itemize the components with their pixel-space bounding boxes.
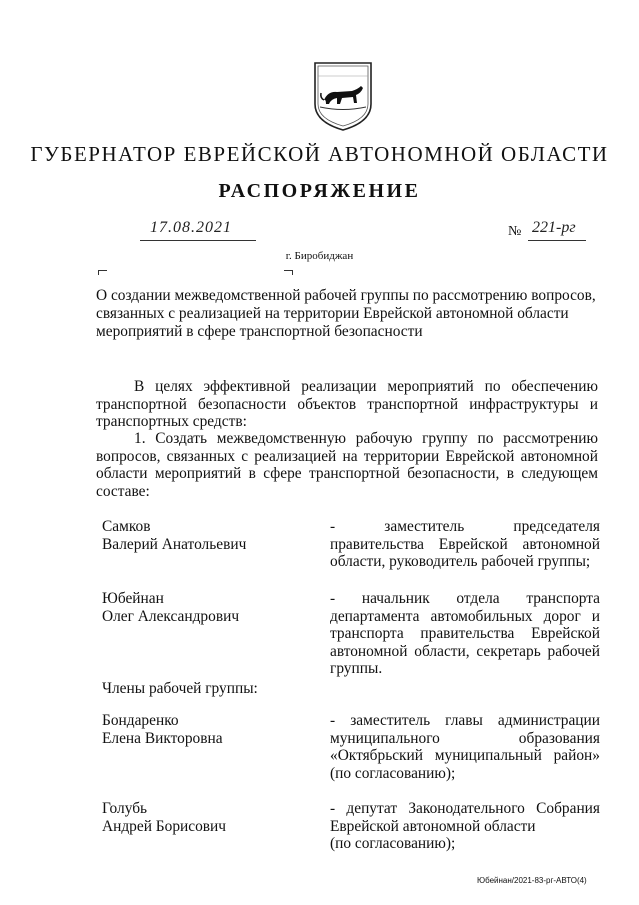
authority-title: ГУБЕРНАТОР ЕВРЕЙСКОЙ АВТОНОМНОЙ ОБЛАСТИ bbox=[30, 142, 609, 166]
item-1-paragraph: 1. Создать межведомственную рабочую группу по рассмотрению вопросов, связанных с реализацией на территории Еврейской автономной области мероприятий в сфере транспортной безопасности, в следующем составе: bbox=[96, 430, 598, 500]
role-line: транспорта правительства Еврейской bbox=[330, 625, 600, 642]
number-label: № bbox=[508, 224, 522, 239]
corner-mark-right bbox=[284, 270, 293, 275]
role-line: - заместитель главы администрации bbox=[330, 712, 600, 729]
coat-of-arms-emblem bbox=[312, 60, 374, 132]
document-footer-code: Юбейнан/2021-83-рг-АВТО(4) bbox=[477, 876, 587, 885]
role-line: правительства Еврейской автономной bbox=[330, 535, 600, 553]
member-name bbox=[102, 712, 322, 747]
role-line: муниципального образования bbox=[330, 729, 600, 747]
member-surname: Бондаренко bbox=[102, 712, 179, 729]
members-group-label: Члены рабочей группы: bbox=[102, 680, 258, 697]
member-role bbox=[330, 712, 600, 782]
document-subject bbox=[96, 287, 598, 341]
role-line: (по согласованию); bbox=[330, 835, 456, 852]
role-line: департамента автомобильных дорог и bbox=[330, 607, 600, 625]
member-role bbox=[330, 518, 600, 571]
member-surname: Самков bbox=[102, 518, 151, 535]
member-role bbox=[330, 590, 600, 678]
document-date: 17.08.2021 bbox=[150, 219, 232, 236]
member-given-name: Андрей Борисович bbox=[102, 817, 227, 835]
intro-paragraph: В целях эффективной реализации мероприятий по обеспечению транспортной безопасности объектов транспортной инфраструктуры и транспортных средств: bbox=[96, 378, 598, 430]
subject-line: связанных с реализацией на территории Еврейской автономной области bbox=[96, 305, 569, 322]
place-of-issue: г. Биробиджан bbox=[285, 250, 354, 262]
role-line: «Октябрьский муниципальный район» bbox=[330, 747, 600, 764]
role-line: - начальник отдела транспорта bbox=[330, 590, 600, 607]
member-name bbox=[102, 800, 322, 835]
document-type: РАСПОРЯЖЕНИЕ bbox=[218, 180, 421, 202]
subject-line: О создании межведомственной рабочей группы по рассмотрению вопросов, bbox=[96, 287, 596, 304]
member-role bbox=[330, 800, 600, 853]
role-line: - заместитель председателя bbox=[330, 518, 600, 535]
role-line: группы. bbox=[330, 660, 383, 677]
member-given-name: Елена Викторовна bbox=[102, 729, 223, 747]
role-line: - депутат Законодательного Собрания bbox=[330, 800, 600, 817]
member-surname: Юбейнан bbox=[102, 590, 164, 607]
document-number: 221-рг bbox=[532, 219, 576, 236]
role-line: автономной области, секретарь рабочей bbox=[330, 642, 600, 660]
role-line: Еврейской автономной области bbox=[330, 817, 536, 835]
role-line: области, руководитель рабочей группы; bbox=[330, 553, 591, 570]
member-surname: Голубь bbox=[102, 800, 148, 817]
member-given-name: Валерий Анатольевич bbox=[102, 535, 247, 553]
role-line: (по согласованию); bbox=[330, 764, 456, 782]
corner-mark-left bbox=[98, 270, 107, 275]
member-given-name: Олег Александрович bbox=[102, 607, 240, 625]
member-name bbox=[102, 518, 322, 553]
subject-line: мероприятий в сфере транспортной безопасности bbox=[96, 323, 423, 340]
member-name bbox=[102, 590, 322, 625]
